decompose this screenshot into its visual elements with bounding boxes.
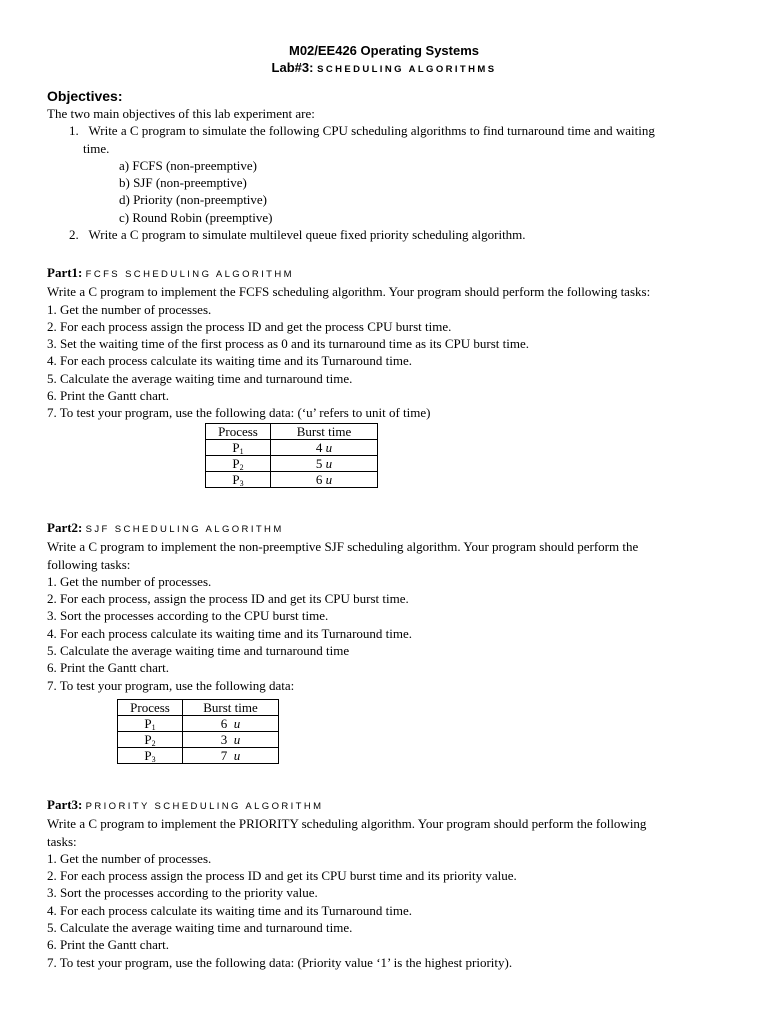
objectives-intro: The two main objectives of this lab experiment are: [47, 106, 315, 121]
sub-item-d: d) Priority (non-preemptive) [119, 192, 268, 208]
process-cell: $P_3$ [118, 748, 183, 764]
part2-line: 1. Get the number of processes. [47, 573, 212, 589]
part3-section [47, 796, 727, 971]
header-burst-time: Burst time [183, 700, 279, 716]
table-row [118, 748, 279, 764]
part1-section [47, 264, 727, 422]
part2-line: 5. Calculate the average waiting time and turnaround time [47, 643, 350, 659]
part1-line: 7. To test your program, use the following data: (‘u’ refers to unit of time) [47, 405, 431, 421]
table-row [206, 472, 378, 488]
lab-title [0, 59, 768, 78]
objective-number: 2. [69, 227, 79, 243]
part3-line: 5. Calculate the average waiting time and turnaround time. [47, 920, 353, 936]
part1-table [205, 423, 378, 488]
process-cell: $P_3$ [206, 472, 271, 488]
part3-line: 6. Print the Gantt chart. [47, 937, 170, 953]
course-title: M02/EE426 Operating Systems [288, 43, 480, 58]
part1-line: Write a C program to implement the FCFS scheduling algorithm. Your program should perform the following tasks: [47, 284, 651, 300]
objective-text: Write a C program to simulate the following CPU scheduling algorithms to find turnaround time and waiting [88, 123, 655, 139]
table-row [118, 716, 279, 732]
part2-heading [47, 519, 727, 538]
part1-line: 6. Print the Gantt chart. [47, 388, 170, 404]
part1-line: 5. Calculate the average waiting time and turnaround time. [47, 370, 353, 386]
part1-title: FCFS SCHEDULING ALGORITHM [85, 269, 294, 280]
lab-title-text: SCHEDULING ALGORITHMS [317, 64, 497, 75]
part1-heading [47, 264, 727, 283]
lab-label: Lab#3: [271, 60, 314, 75]
table-row [206, 440, 378, 456]
burst-cell: 7 u [183, 748, 279, 764]
header-burst-time: Burst time [271, 424, 378, 440]
header-process: Process [206, 424, 271, 440]
objective-item-2 [47, 226, 727, 243]
part2-line: 3. Sort the processes according to the CPU burst time. [47, 608, 329, 624]
header-process: Process [118, 700, 183, 716]
part1-label: Part1: [47, 265, 83, 280]
objective-text: Write a C program to simulate multilevel queue fixed priority scheduling algorithm. [88, 227, 526, 243]
burst-cell: 6 u [183, 716, 279, 732]
objective-item-1 [47, 122, 727, 139]
burst-cell: 3 u [183, 732, 279, 748]
burst-cell: 4 u [271, 440, 378, 456]
burst-cell: 5 u [271, 456, 378, 472]
part3-line: 4. For each process calculate its waiting time and its Turnaround time. [47, 902, 413, 918]
sub-item-b: b) SJF (non-preemptive) [119, 175, 247, 191]
process-cell: $P_1$ [206, 440, 271, 456]
part2-table [117, 699, 279, 764]
table-header-row [206, 424, 378, 440]
part3-heading [47, 796, 727, 815]
process-cell: $P_1$ [118, 716, 183, 732]
table-row [206, 456, 378, 472]
part3-label: Part3: [47, 797, 83, 812]
part2-section [47, 519, 727, 694]
table-header-row [118, 700, 279, 716]
part2-line: Write a C program to implement the non-preemptive SJF scheduling algorithm. Your program should perform the [47, 539, 639, 555]
part3-line: 2. For each process assign the process ID and get its CPU burst time and its priority value. [47, 868, 517, 884]
part1-line: 1. Get the number of processes. [47, 301, 212, 317]
objective-number: 1. [69, 123, 79, 139]
part3-line: 1. Get the number of processes. [47, 850, 212, 866]
part2-label: Part2: [47, 520, 83, 535]
part3-line: Write a C program to implement the PRIORITY scheduling algorithm. Your program should perform the following [47, 816, 647, 832]
table-row [118, 732, 279, 748]
objectives-heading: Objectives: [47, 88, 123, 104]
part2-title: SJF SCHEDULING ALGORITHM [85, 524, 284, 535]
objectives-section [47, 105, 727, 243]
part3-line: 7. To test your program, use the following data: (Priority value ‘1’ is the highest priority). [47, 954, 513, 970]
part3-title: PRIORITY SCHEDULING ALGORITHM [85, 801, 324, 812]
part1-line: 3. Set the waiting time of the first process as 0 and its turnaround time as its CPU burst time. [47, 336, 530, 352]
part1-line: 4. For each process calculate its waiting time and its Turnaround time. [47, 353, 413, 369]
part3-line: 3. Sort the processes according to the priority value. [47, 885, 318, 901]
part3-line: tasks: [47, 833, 77, 849]
sub-item-c: c) Round Robin (preemptive) [119, 209, 273, 225]
part1-line: 2. For each process assign the process ID and get the process CPU burst time. [47, 318, 452, 334]
part2-line: 2. For each process, assign the process ID and get its CPU burst time. [47, 591, 409, 607]
process-cell: $P_2$ [206, 456, 271, 472]
part2-line: 6. Print the Gantt chart. [47, 660, 170, 676]
part2-line: following tasks: [47, 556, 131, 572]
sub-item-a: a) FCFS (non-preemptive) [119, 157, 257, 173]
process-cell: $P_2$ [118, 732, 183, 748]
part2-line: 4. For each process calculate its waiting time and its Turnaround time. [47, 625, 413, 641]
burst-cell: 6 u [271, 472, 378, 488]
part2-line: 7. To test your program, use the following data: [47, 677, 295, 693]
objective-item-1-cont: time. [83, 140, 110, 156]
